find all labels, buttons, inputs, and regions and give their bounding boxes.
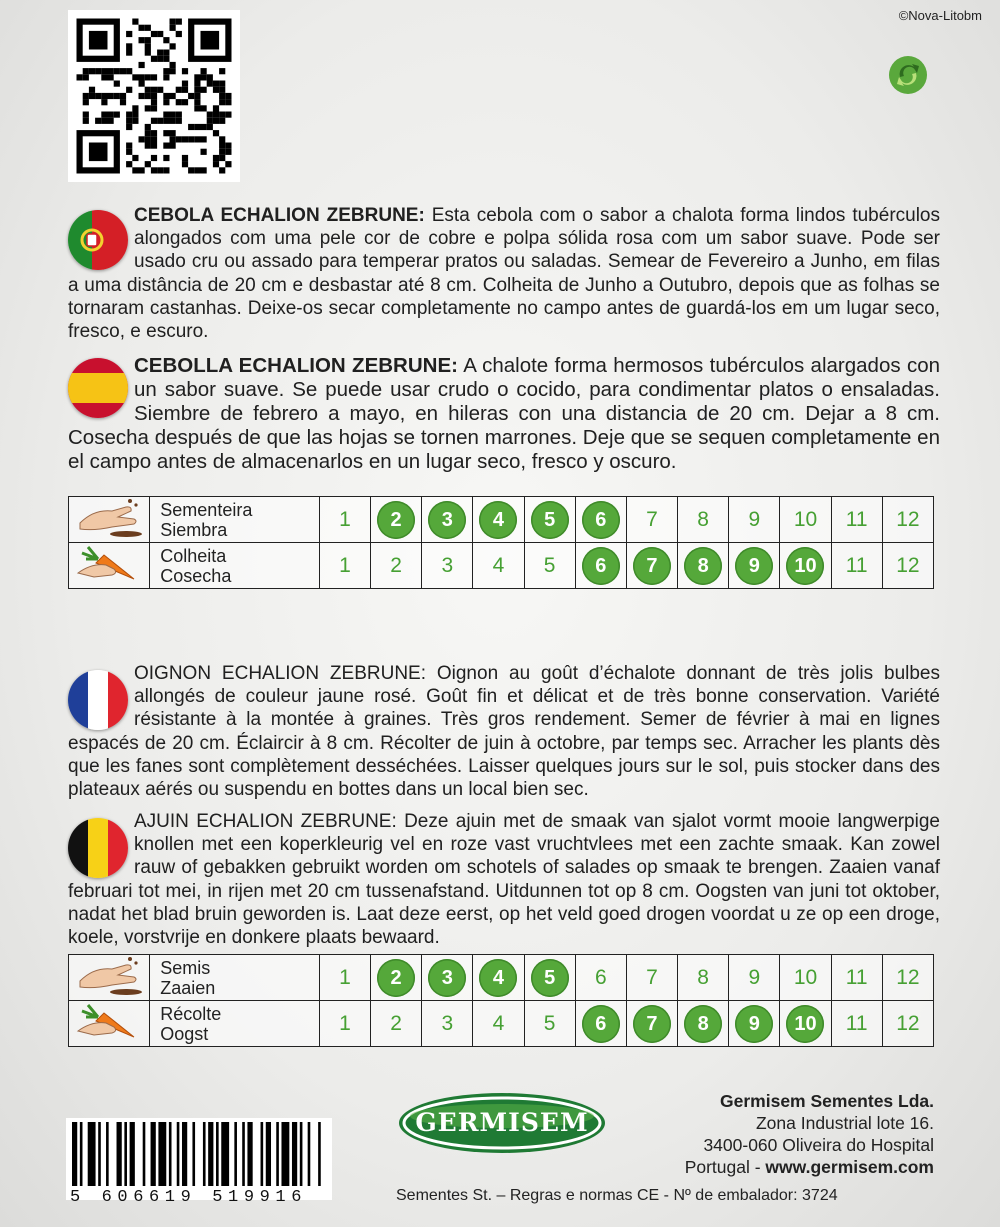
active-month-marker: 5 (531, 959, 569, 997)
active-month-marker: 9 (735, 547, 773, 585)
month-cell: 7 (626, 955, 677, 1001)
month-cell: 2 (371, 543, 422, 589)
month-cell: 1 (319, 497, 370, 543)
active-month-marker: 6 (582, 1005, 620, 1043)
month-cell (575, 497, 626, 543)
month-cell (729, 1001, 780, 1047)
row-label (150, 497, 320, 543)
month-cell (422, 955, 473, 1001)
month-cell: 9 (729, 497, 780, 543)
month-cell: 12 (882, 1001, 933, 1047)
month-cell: 10 (780, 955, 831, 1001)
section-portuguese (68, 204, 940, 343)
active-month-marker: 8 (684, 547, 722, 585)
sowing-row (69, 497, 934, 543)
month-cell (626, 1001, 677, 1047)
month-cell: 1 (319, 1001, 370, 1047)
portugal-flag-icon (68, 210, 128, 270)
active-month-marker: 3 (428, 959, 466, 997)
month-cell: 11 (831, 955, 882, 1001)
company-name: Germisem Sementes Lda. (720, 1091, 934, 1111)
month-cell (371, 497, 422, 543)
month-cell: 12 (882, 543, 933, 589)
germisem-logo (398, 1092, 606, 1154)
spain-flag-icon (68, 358, 128, 418)
month-cell (524, 955, 575, 1001)
fr-body: Oignon au goût d’échalote donnant de très jolis bulbes allongés de couleur jaune rosé. Goût fin et délicat et de très bonne conservation. Variété résistante à la montée à graines. Très gros rendement. Semer de février à mai en lignes espacés de 20 cm. Éclaircir à 8 cm. Récolter de juin à octobre, par temps sec. Arracher les plants dès que les fanes sont complètement desséchées. Laisser quelques jours sur le sol, puis stocker dans des plateaux aérés ou suspendu en bottes dans un local bien sec. (68, 663, 940, 801)
qr-code (68, 10, 240, 182)
month-cell (422, 497, 473, 543)
month-cell: 5 (524, 1001, 575, 1047)
active-month-marker: 3 (428, 501, 466, 539)
active-month-marker: 8 (684, 1005, 722, 1043)
section-dutch (68, 810, 940, 949)
green-dot-icon (888, 55, 928, 95)
active-month-marker: 2 (377, 501, 415, 539)
month-cell: 11 (831, 497, 882, 543)
active-month-marker: 6 (582, 547, 620, 585)
nl-title: AJUIN ECHALION ZEBRUNE: (134, 811, 397, 832)
month-cell: 3 (422, 1001, 473, 1047)
company-address-line1: Zona Industrial lote 16. (755, 1113, 934, 1133)
month-cell (678, 1001, 729, 1047)
france-flag-icon (68, 670, 128, 730)
harvest-row (69, 543, 934, 589)
row-label-primary: Colheita (160, 545, 227, 566)
month-cell: 8 (678, 955, 729, 1001)
active-month-marker: 10 (786, 1005, 824, 1043)
active-month-marker: 4 (479, 501, 517, 539)
es-body: A chalote forma hermosos tubérculos alargados con un sabor suave. Se puede usar crudo o cocido, para condimentar platos o ensaladas. Siembre de febrero a mayo, en hileras con una distancia de 20 cm. Dejar a 8 cm. Cosecha después de que las hojas se tornen marrones. Deje que se sequen completamente en el campo antes de almacenarlos en un lugar seco, fresco y oscuro. (68, 354, 940, 473)
month-cell: 11 (831, 543, 882, 589)
month-cell (780, 1001, 831, 1047)
active-month-marker: 7 (633, 1005, 671, 1043)
month-cell: 5 (524, 543, 575, 589)
sowing-hand-icon (69, 955, 150, 1001)
harvest-carrot-icon (69, 543, 150, 589)
row-label-secondary: Siembra (160, 519, 228, 540)
calendar-table-fr-nl (68, 954, 934, 1047)
active-month-marker: 9 (735, 1005, 773, 1043)
month-cell (729, 543, 780, 589)
pt-body: Esta cebola com o sabor a chalota forma lindos tubérculos alongados com uma pele cor de cobre e polpa sólida rosa com um sabor suave. Pode ser usado cru ou assado para temperar pratos ou saladas. Semear de Fevereiro a Junho, em filas a uma distância de 20 cm e desbastar até 8 cm. Colheita de Junho a Outubro, depois que as folhas se tornaram castanhas. Deixe-os secar completamente no campo antes de guardá-los em um lugar seco, fresco, e escuro. (68, 205, 940, 343)
month-cell: 12 (882, 497, 933, 543)
section-french (68, 662, 940, 801)
month-cell: 9 (729, 955, 780, 1001)
sowing-row (69, 955, 934, 1001)
copyright-notice: ©Nova-Litobm (898, 8, 982, 23)
month-cell (371, 955, 422, 1001)
row-label-primary: Récolte (160, 1003, 222, 1024)
section-spanish (68, 354, 940, 474)
month-cell: 6 (575, 955, 626, 1001)
row-label (150, 955, 320, 1001)
month-cell: 7 (626, 497, 677, 543)
month-cell: 4 (473, 543, 524, 589)
month-cell: 4 (473, 1001, 524, 1047)
month-cell: 8 (678, 497, 729, 543)
harvest-row (69, 1001, 934, 1047)
company-address-line3: Portugal - www.germisem.com (684, 1157, 934, 1177)
month-cell (678, 543, 729, 589)
active-month-marker: 4 (479, 959, 517, 997)
company-info (662, 1090, 934, 1178)
month-cell (575, 1001, 626, 1047)
active-month-marker: 5 (531, 501, 569, 539)
row-label-primary: Sementeira (160, 499, 253, 520)
row-label-primary: Semis (160, 957, 211, 978)
month-cell: 3 (422, 543, 473, 589)
month-cell (473, 497, 524, 543)
fr-title: OIGNON ECHALION ZEBRUNE: (134, 663, 426, 684)
pt-title: CEBOLA ECHALION ZEBRUNE: (134, 205, 425, 226)
active-month-marker: 7 (633, 547, 671, 585)
active-month-marker: 6 (582, 501, 620, 539)
row-label (150, 1001, 320, 1047)
company-website: www.germisem.com (765, 1157, 934, 1177)
month-cell (626, 543, 677, 589)
active-month-marker: 10 (786, 547, 824, 585)
month-cell (780, 543, 831, 589)
logo-text: GERMISEM (415, 1108, 589, 1137)
active-month-marker: 2 (377, 959, 415, 997)
row-label-secondary: Oogst (160, 1023, 209, 1044)
sowing-hand-icon (69, 497, 150, 543)
company-address-line2: 3400-060 Oliveira do Hospital (703, 1135, 934, 1155)
es-title: CEBOLLA ECHALION ZEBRUNE: (134, 354, 458, 377)
harvest-carrot-icon (69, 1001, 150, 1047)
month-cell: 10 (780, 497, 831, 543)
belgium-flag-icon (68, 818, 128, 878)
barcode-number: 5 606619 519916 (70, 1188, 308, 1207)
packer-regulation-note: Sementes St. – Regras e normas CE - Nº de embalador: 3724 (396, 1187, 838, 1204)
month-cell (524, 497, 575, 543)
month-cell: 12 (882, 955, 933, 1001)
month-cell (473, 955, 524, 1001)
month-cell: 11 (831, 1001, 882, 1047)
month-cell (575, 543, 626, 589)
month-cell: 1 (319, 543, 370, 589)
row-label-secondary: Cosecha (160, 565, 232, 586)
row-label-secondary: Zaaien (160, 977, 216, 998)
month-cell: 2 (371, 1001, 422, 1047)
month-cell: 1 (319, 955, 370, 1001)
calendar-table-pt-es (68, 496, 934, 589)
row-label (150, 543, 320, 589)
nl-body: Deze ajuin met de smaak van sjalot vormt mooie langwerpige knollen met een koperkleurig vel en roze vast vruchtvlees met een zachte smaak. Kan zowel rauw of gebakken gebruikt worden om schotels of salades op smaak te brengen. Zaaien vanaf februari tot mei, in rijen met 20 cm tussenafstand. Uitdunnen tot op 8 cm. Oogsten van juni tot oktober, nadat het blad bruin geworden is. Laat deze eerst, op het veld goed drogen voordat u ze op een droge, koele, vorstvrije en donkere plaats bewaard. (68, 811, 940, 949)
